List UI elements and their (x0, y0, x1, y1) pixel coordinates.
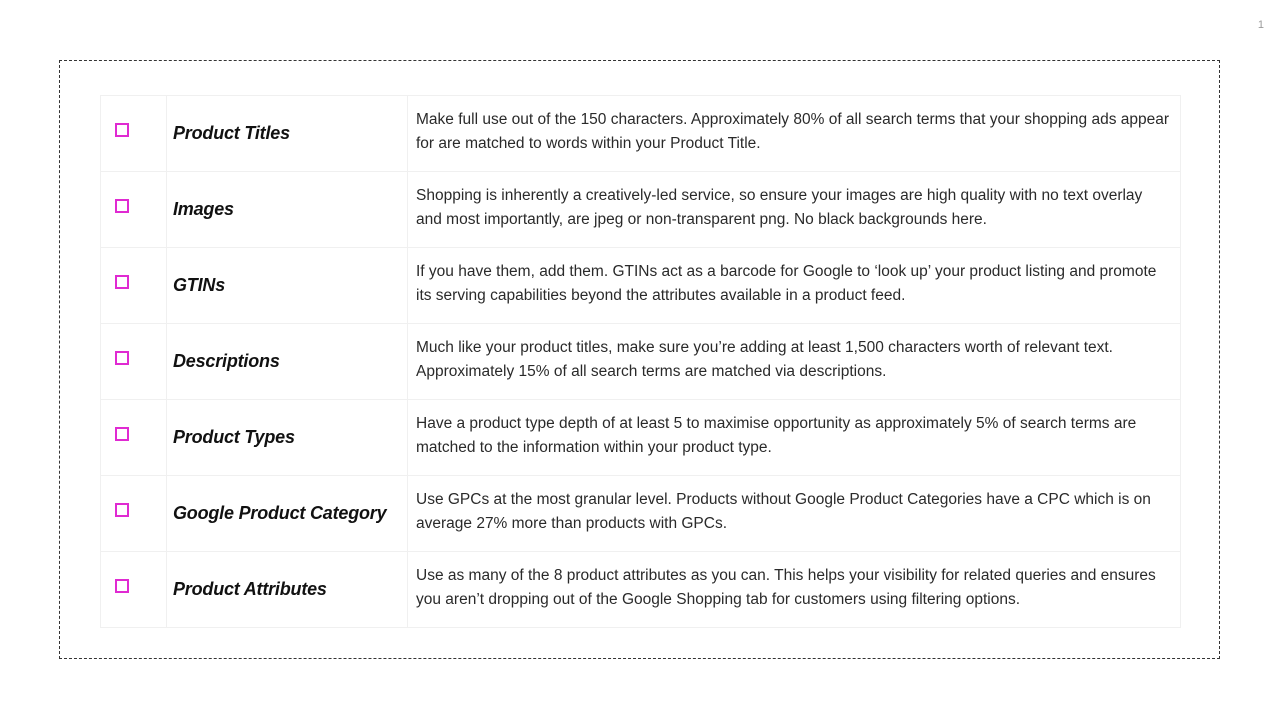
item-title: GTINs (173, 275, 226, 295)
checklist-row (101, 248, 1181, 324)
checklist-row (101, 552, 1181, 628)
item-description: Use GPCs at the most granular level. Products without Google Product Categories have a CPC which is on average 27% more than products with GPCs. (416, 490, 1151, 532)
item-description: Use as many of the 8 product attributes as you can. This helps your visibility for related queries and ensures you aren’t dropping out of the Google Shopping tab for customers using filtering options. (416, 566, 1156, 608)
item-description: Shopping is inherently a creatively-led service, so ensure your images are high quality with no text overlay and most importantly, are jpeg or non-transparent png. No black backgrounds here. (416, 186, 1143, 228)
item-title: Descriptions (173, 351, 280, 371)
checkbox[interactable] (115, 579, 129, 593)
checklist-row (101, 400, 1181, 476)
item-description: Make full use out of the 150 characters. Approximately 80% of all search terms that your shopping ads appear for are matched to words within your Product Title. (416, 110, 1170, 152)
item-title: Product Titles (173, 123, 290, 143)
item-description: If you have them, add them. GTINs act as a barcode for Google to ‘look up’ your product listing and promote its serving capabilities beyond the attributes available in a product feed. (416, 262, 1157, 304)
checklist-row (101, 476, 1181, 552)
item-title: Google Product Category (173, 503, 387, 523)
checklist-table (100, 95, 1181, 628)
item-title: Product Attributes (173, 579, 327, 599)
page-number: 1 (1257, 19, 1264, 31)
item-description: Have a product type depth of at least 5 to maximise opportunity as approximately 5% of search terms are matched to the information within your product type. (416, 414, 1137, 456)
checkbox[interactable] (115, 123, 129, 137)
checkbox[interactable] (115, 275, 129, 289)
checklist-row (101, 172, 1181, 248)
item-title: Product Types (173, 427, 295, 447)
checklist-row (101, 96, 1181, 172)
item-description: Much like your product titles, make sure you’re adding at least 1,500 characters worth of relevant text. Approximately 15% of all search terms are matched via descriptions. (416, 338, 1113, 380)
checkbox[interactable] (115, 351, 129, 365)
checkbox[interactable] (115, 199, 129, 213)
item-title: Images (173, 199, 234, 219)
checkbox[interactable] (115, 503, 129, 517)
checkbox[interactable] (115, 427, 129, 441)
checklist-row (101, 324, 1181, 400)
